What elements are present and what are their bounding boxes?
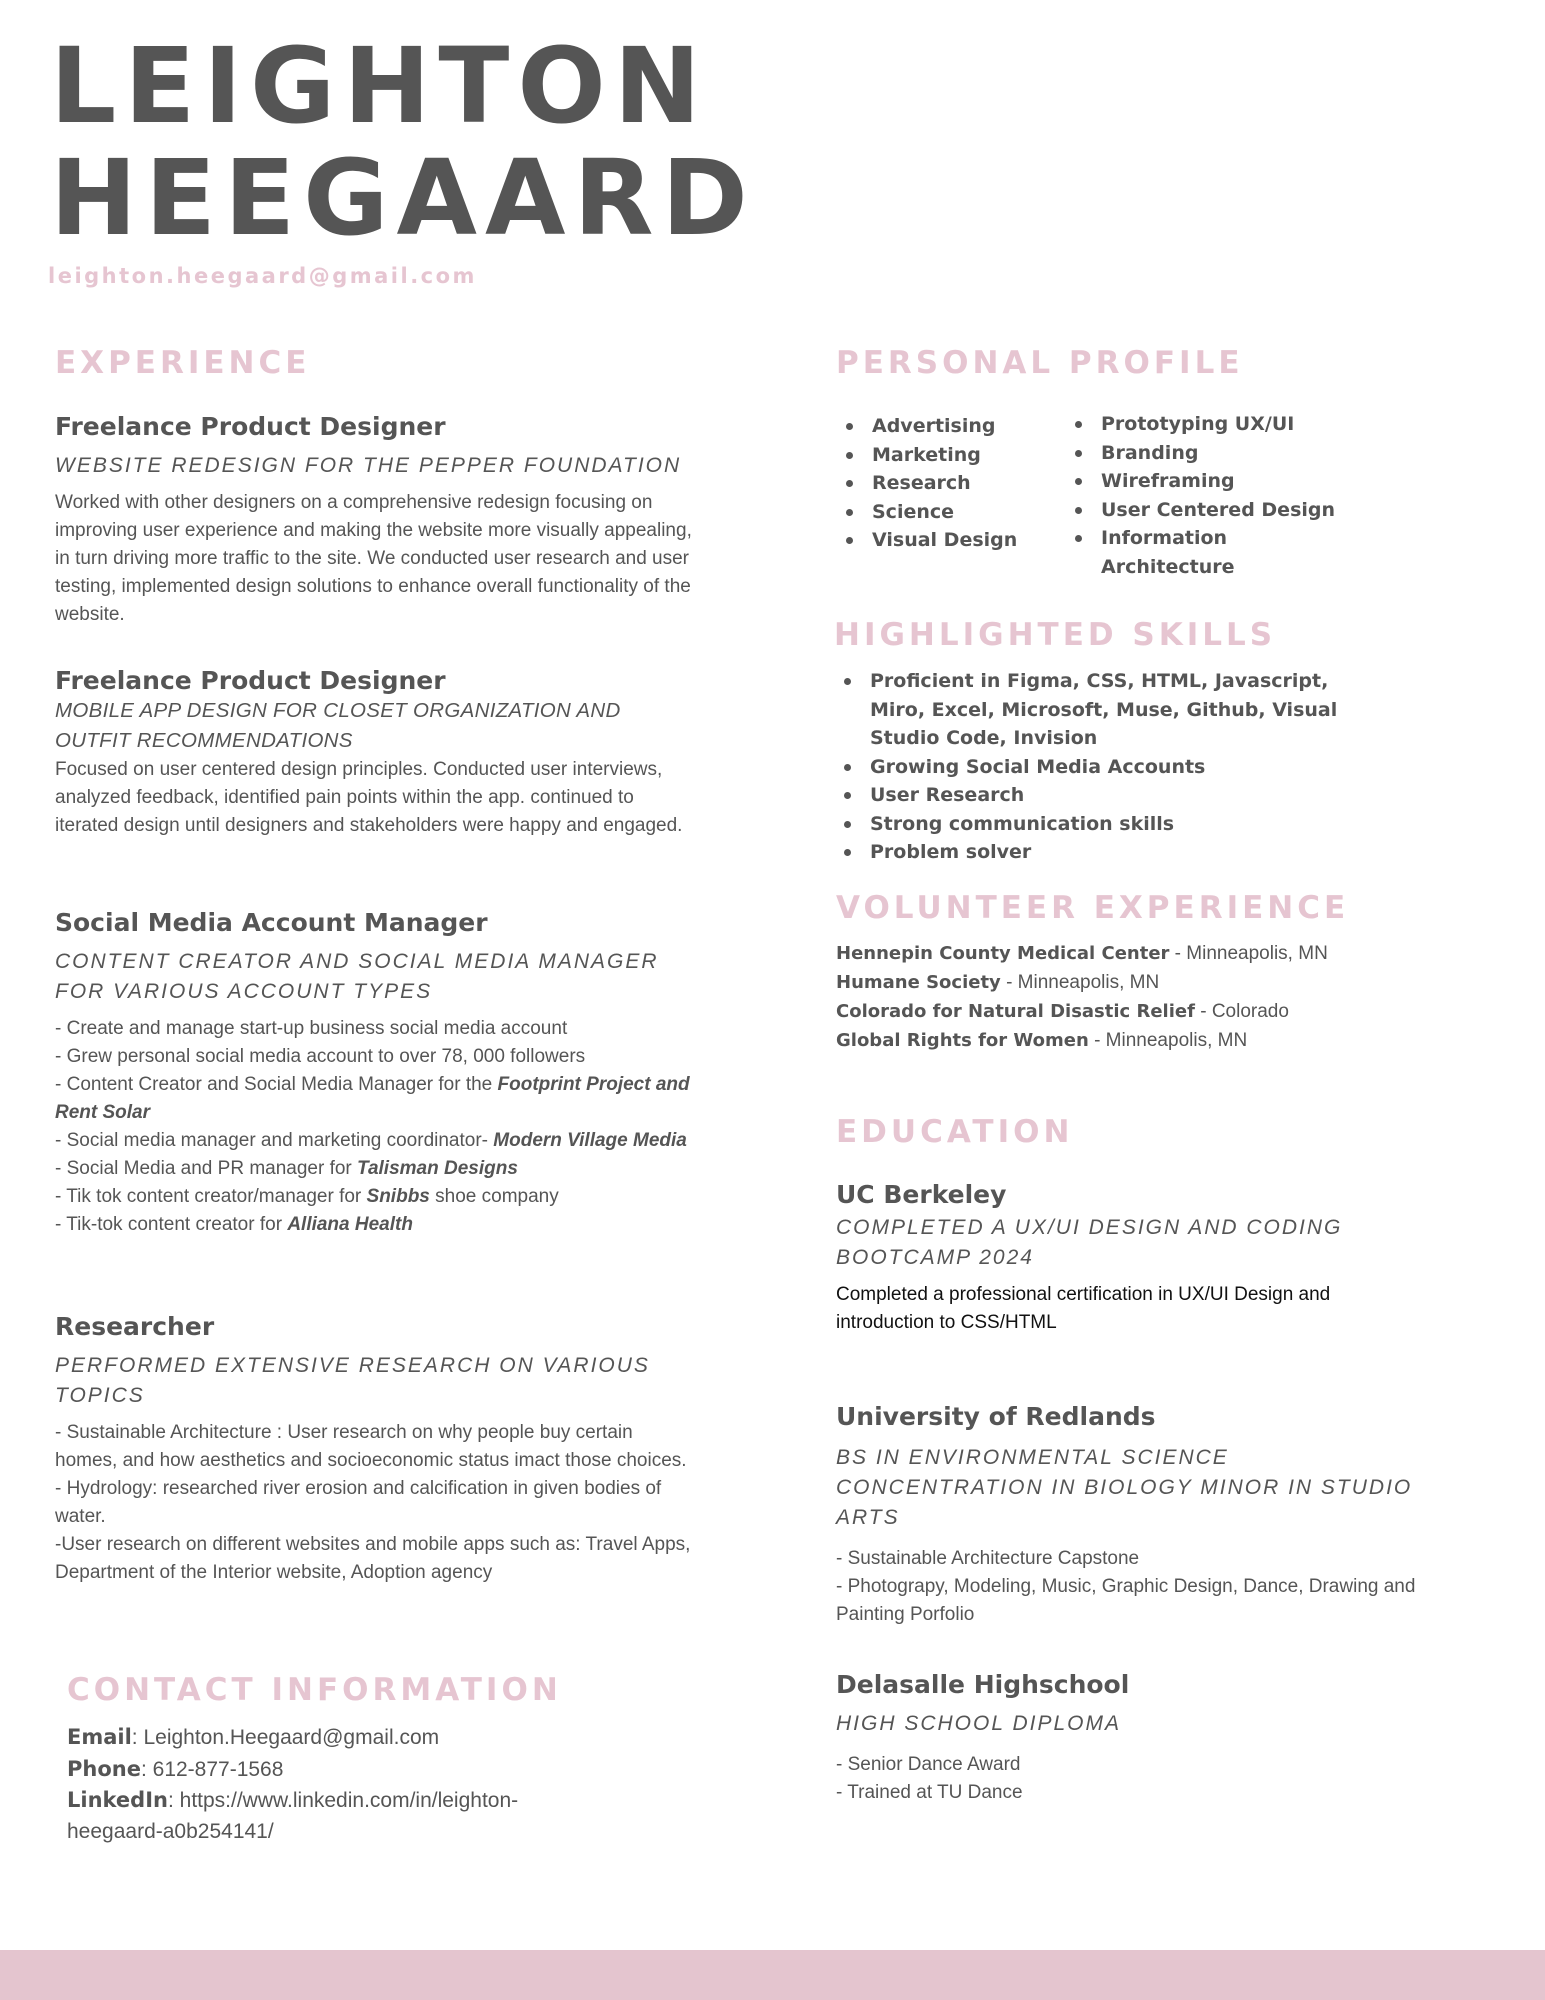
resume-name	[50, 25, 756, 259]
contact-info	[67, 1722, 587, 1847]
list-item: - Sustainable Architecture Capstone	[836, 1548, 1140, 1569]
list-item: Hennepin County Medical Center - Minneapolis, MN	[836, 943, 1328, 964]
list-item: - Tik-tok content creator for Alliana Health	[55, 1214, 413, 1235]
list-item: Science	[836, 498, 1056, 527]
list-item: Research	[836, 469, 1056, 498]
list-item: - Tik tok content creator/manager for Snibbs shoe company	[55, 1186, 559, 1207]
list-item: - Grew personal social media account to over 78, 000 followers	[55, 1046, 586, 1067]
footer-bar	[0, 1950, 1545, 2000]
school-details	[836, 1751, 1436, 1807]
school-name: Delasalle Highschool	[836, 1670, 1130, 1699]
job-description: Worked with other designers on a comprehensive redesign focusing on improving user experience and making the website more visually appealing, in turn driving more traffic to the site. We conducted user research and user testing, implemented design solutions to enhance overall functionality of the website.	[55, 492, 692, 625]
list-item: Strong communication skills	[834, 810, 1374, 839]
job-subtitle: MOBILE APP DESIGN FOR CLOSET ORGANIZATION AND OUTFIT RECOMMENDATIONS	[55, 699, 621, 752]
school-3	[836, 1670, 1436, 1807]
school-subtitle: BS IN ENVIRONMENTAL SCIENCE CONCENTRATION IN BIOLOGY MINOR IN STUDIO ARTS	[836, 1446, 1413, 1529]
school-2	[836, 1402, 1436, 1629]
school-subtitle: HIGH SCHOOL DIPLOMA	[836, 1712, 1121, 1735]
header-email: leighton.heegaard@gmail.com	[48, 264, 477, 288]
list-item: Problem solver	[834, 838, 1374, 867]
list-item: User Research	[834, 781, 1374, 810]
contact-email: Email: Leighton.Heegaard@gmail.com	[67, 1725, 440, 1749]
contact-linkedin: LinkedIn: https://www.linkedin.com/in/leighton-heegaard-a0b254141/	[67, 1788, 519, 1843]
volunteer-heading: VOLUNTEER EXPERIENCE	[836, 890, 1350, 926]
contact-heading: CONTACT INFORMATION	[67, 1672, 562, 1708]
list-item: Advertising	[836, 412, 1056, 441]
volunteer-list	[836, 939, 1328, 1055]
list-item: - Social Media and PR manager for Talisman Designs	[55, 1158, 518, 1179]
job-1	[55, 412, 695, 629]
school-1	[836, 1180, 1436, 1337]
profile-heading: PERSONAL PROFILE	[836, 345, 1244, 381]
job-3	[55, 908, 695, 1239]
list-item: - Hydrology: researched river erosion and calcification in given bodies of water.	[55, 1478, 662, 1527]
list-item: Wireframing	[1065, 467, 1345, 496]
school-name: University of Redlands	[836, 1402, 1156, 1431]
list-item: Growing Social Media Accounts	[834, 753, 1374, 782]
experience-heading: EXPERIENCE	[55, 345, 311, 381]
job-description: Focused on user centered design principles. Conducted user interviews, analyzed feedback, identified pain points within the app. continued to iterated design until designers and stakeholders were happy and engaged.	[55, 759, 683, 836]
skills-list	[834, 667, 1374, 867]
list-item: - Senior Dance Award	[836, 1754, 1021, 1775]
list-item: - Create and manage start-up business social media account	[55, 1018, 568, 1039]
list-item: Marketing	[836, 441, 1056, 470]
list-item: - Photograpy, Modeling, Music, Graphic Design, Dance, Drawing and Painting Porfolio	[836, 1576, 1416, 1625]
list-item: Proficient in Figma, CSS, HTML, Javascript, Miro, Excel, Microsoft, Muse, Github, Visual Studio Code, Invision	[834, 667, 1374, 753]
education-heading: EDUCATION	[836, 1114, 1074, 1150]
job-points	[55, 1419, 695, 1587]
contact-phone: Phone: 612-877-1568	[67, 1756, 284, 1781]
list-item: Information Architecture	[1065, 524, 1281, 581]
job-points	[55, 1015, 695, 1239]
skills-heading: HIGHLIGHTED SKILLS	[834, 617, 1277, 653]
job-title: Social Media Account Manager	[55, 908, 488, 937]
job-subtitle: PERFORMED EXTENSIVE RESEARCH ON VARIOUS TOPICS	[55, 1354, 650, 1407]
profile-list-1	[836, 412, 1056, 555]
name-last: HEEGAARD	[50, 137, 756, 259]
list-item: - Trained at TU Dance	[836, 1782, 1023, 1803]
list-item: Prototyping UX/UI	[1065, 410, 1345, 439]
school-subtitle: COMPLETED A UX/UI DESIGN AND CODING BOOTCAMP 2024	[836, 1216, 1343, 1269]
job-title: Freelance Product Designer	[55, 666, 446, 695]
school-details	[836, 1545, 1436, 1629]
job-4	[55, 1312, 695, 1587]
job-subtitle: WEBSITE REDESIGN FOR THE PEPPER FOUNDATION	[55, 454, 682, 477]
job-title: Researcher	[55, 1312, 215, 1341]
list-item: Colorado for Natural Disastic Relief - Colorado	[836, 1001, 1289, 1022]
list-item: - Social media manager and marketing coordinator- Modern Village Media	[55, 1130, 687, 1151]
list-item: Humane Society - Minneapolis, MN	[836, 972, 1160, 993]
list-item: Global Rights for Women - Minneapolis, MN	[836, 1030, 1248, 1051]
job-title: Freelance Product Designer	[55, 412, 446, 441]
list-item: - Sustainable Architecture : User research on why people buy certain homes, and how aesthetics and socioeconomic status imact those choices.	[55, 1422, 687, 1471]
list-item: Visual Design	[836, 526, 1056, 555]
list-item: User Centered Design	[1065, 496, 1345, 525]
profile-list-2	[1065, 410, 1345, 581]
school-name: UC Berkeley	[836, 1180, 1007, 1209]
list-item: Branding	[1065, 439, 1345, 468]
list-item: - Content Creator and Social Media Manager for the Footprint Project and Rent Solar	[55, 1074, 690, 1123]
job-subtitle: CONTENT CREATOR AND SOCIAL MEDIA MANAGER FOR VARIOUS ACCOUNT TYPES	[55, 950, 659, 1003]
list-item: -User research on different websites and mobile apps such as: Travel Apps, Department of the Interior website, Adoption agency	[55, 1534, 691, 1583]
school-detail: Completed a professional certification in UX/UI Design and introduction to CSS/HTML	[836, 1284, 1331, 1333]
name-first: LEIGHTON	[50, 25, 709, 147]
job-2	[55, 666, 695, 840]
